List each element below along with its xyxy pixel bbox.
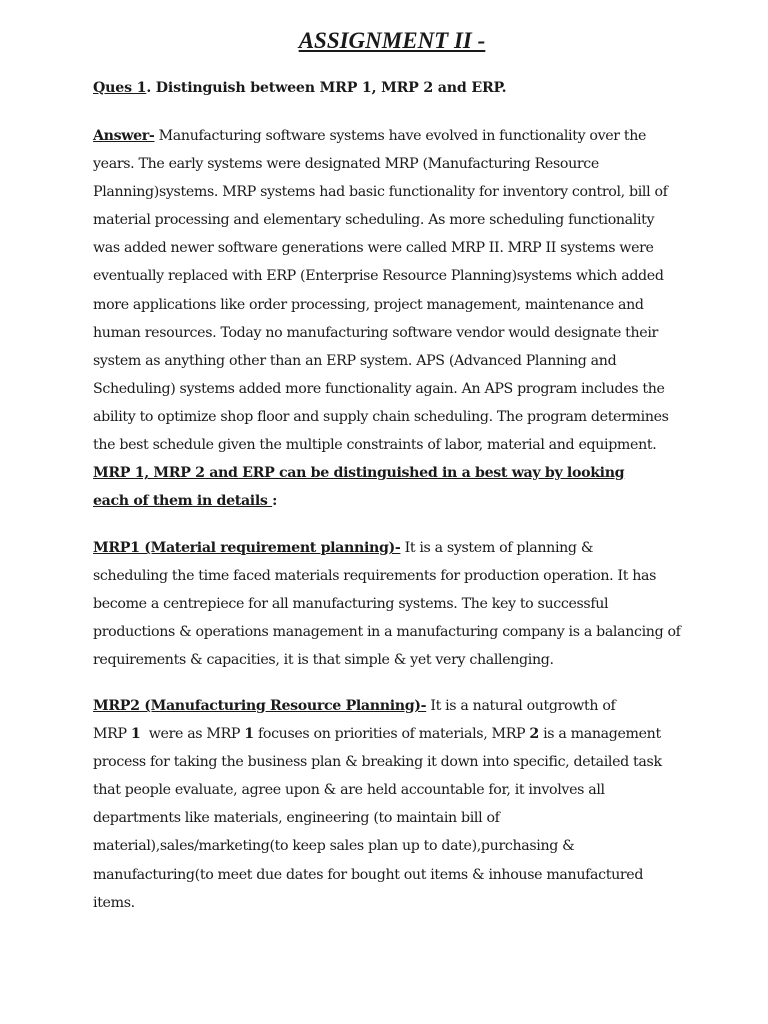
mrp2-label: MRP2 (Manufacturing Resource Planning)-: [93, 698, 427, 714]
page-title: ASSIGNMENT II -: [298, 28, 486, 53]
mrp1-label: MRP1 (Material requirement planning)-: [93, 540, 401, 556]
answer-line: Answer- Manufacturing software systems have evolved in functionality over the: [93, 128, 647, 144]
mrp2-paragraph: [93, 692, 693, 917]
mrp2-line: material),sales/marketing(to keep sales plan up to date),purchasing &: [93, 838, 575, 855]
mrp2-line: manufacturing(to meet due dates for bought out items & inhouse manufactured: [93, 866, 644, 883]
mrp2-line: MRP 1 were as MRP 1 focuses on priorities of materials, MRP 2 is a management: [93, 726, 661, 743]
answer-line: human resources. Today no manufacturing software vendor would designate their: [93, 324, 658, 341]
question-label: Ques 1: [93, 80, 147, 96]
answer-label: Answer-: [93, 128, 155, 144]
distinguish-heading: MRP 1, MRP 2 and ERP can be distinguished in a best way by looking: [93, 465, 625, 482]
answer-line: more applications like order processing, project management, maintenance and: [93, 296, 644, 313]
answer-line: system as anything other than an ERP system. APS (Advanced Planning and: [93, 352, 617, 369]
question-text: . Distinguish between MRP 1, MRP 2 and ERP.: [146, 80, 507, 96]
mrp1-line: requirements & capacities, it is that simple & yet very challenging.: [93, 652, 554, 669]
mrp1-line: scheduling the time faced materials requirements for production operation. It has: [93, 568, 657, 585]
mrp1-paragraph: [93, 534, 693, 674]
mrp2-line: MRP2 (Manufacturing Resource Planning)- It is a natural outgrowth of: [93, 698, 616, 714]
mrp1-line: productions & operations management in a manufacturing company is a balancing of: [93, 624, 681, 641]
document-page: [93, 22, 683, 911]
answer-line: ability to optimize shop floor and supply chain scheduling. The program determines: [93, 408, 669, 425]
question-heading: [93, 80, 506, 96]
answer-paragraph: [93, 122, 693, 515]
mrp2-line: items.: [93, 894, 135, 911]
mrp2-line: process for taking the business plan & breaking it down into specific, detailed task: [93, 754, 662, 771]
answer-line: eventually replaced with ERP (Enterprise Resource Planning)systems which added: [93, 268, 664, 285]
mrp1-line: MRP1 (Material requirement planning)- It is a system of planning &: [93, 540, 594, 556]
answer-line: material processing and elementary scheduling. As more scheduling functionality: [93, 212, 655, 229]
answer-line: years. The early systems were designated MRP (Manufacturing Resource: [93, 156, 599, 173]
mrp1-line: become a centrepiece for all manufacturing systems. The key to successful: [93, 596, 609, 613]
answer-line: the best schedule given the multiple constraints of labor, material and equipment.: [93, 437, 657, 454]
answer-line: was added newer software generations were called MRP II. MRP II systems were: [93, 240, 654, 257]
distinguish-heading: each of them in details :: [93, 493, 277, 510]
answer-line: Scheduling) systems added more functionality again. An APS program includes the: [93, 380, 665, 397]
mrp2-line: that people evaluate, agree upon & are held accountable for, it involves all: [93, 782, 605, 799]
answer-line: Planning)systems. MRP systems had basic functionality for inventory control, bill of: [93, 184, 668, 201]
mrp2-line: departments like materials, engineering (to maintain bill of: [93, 810, 500, 827]
